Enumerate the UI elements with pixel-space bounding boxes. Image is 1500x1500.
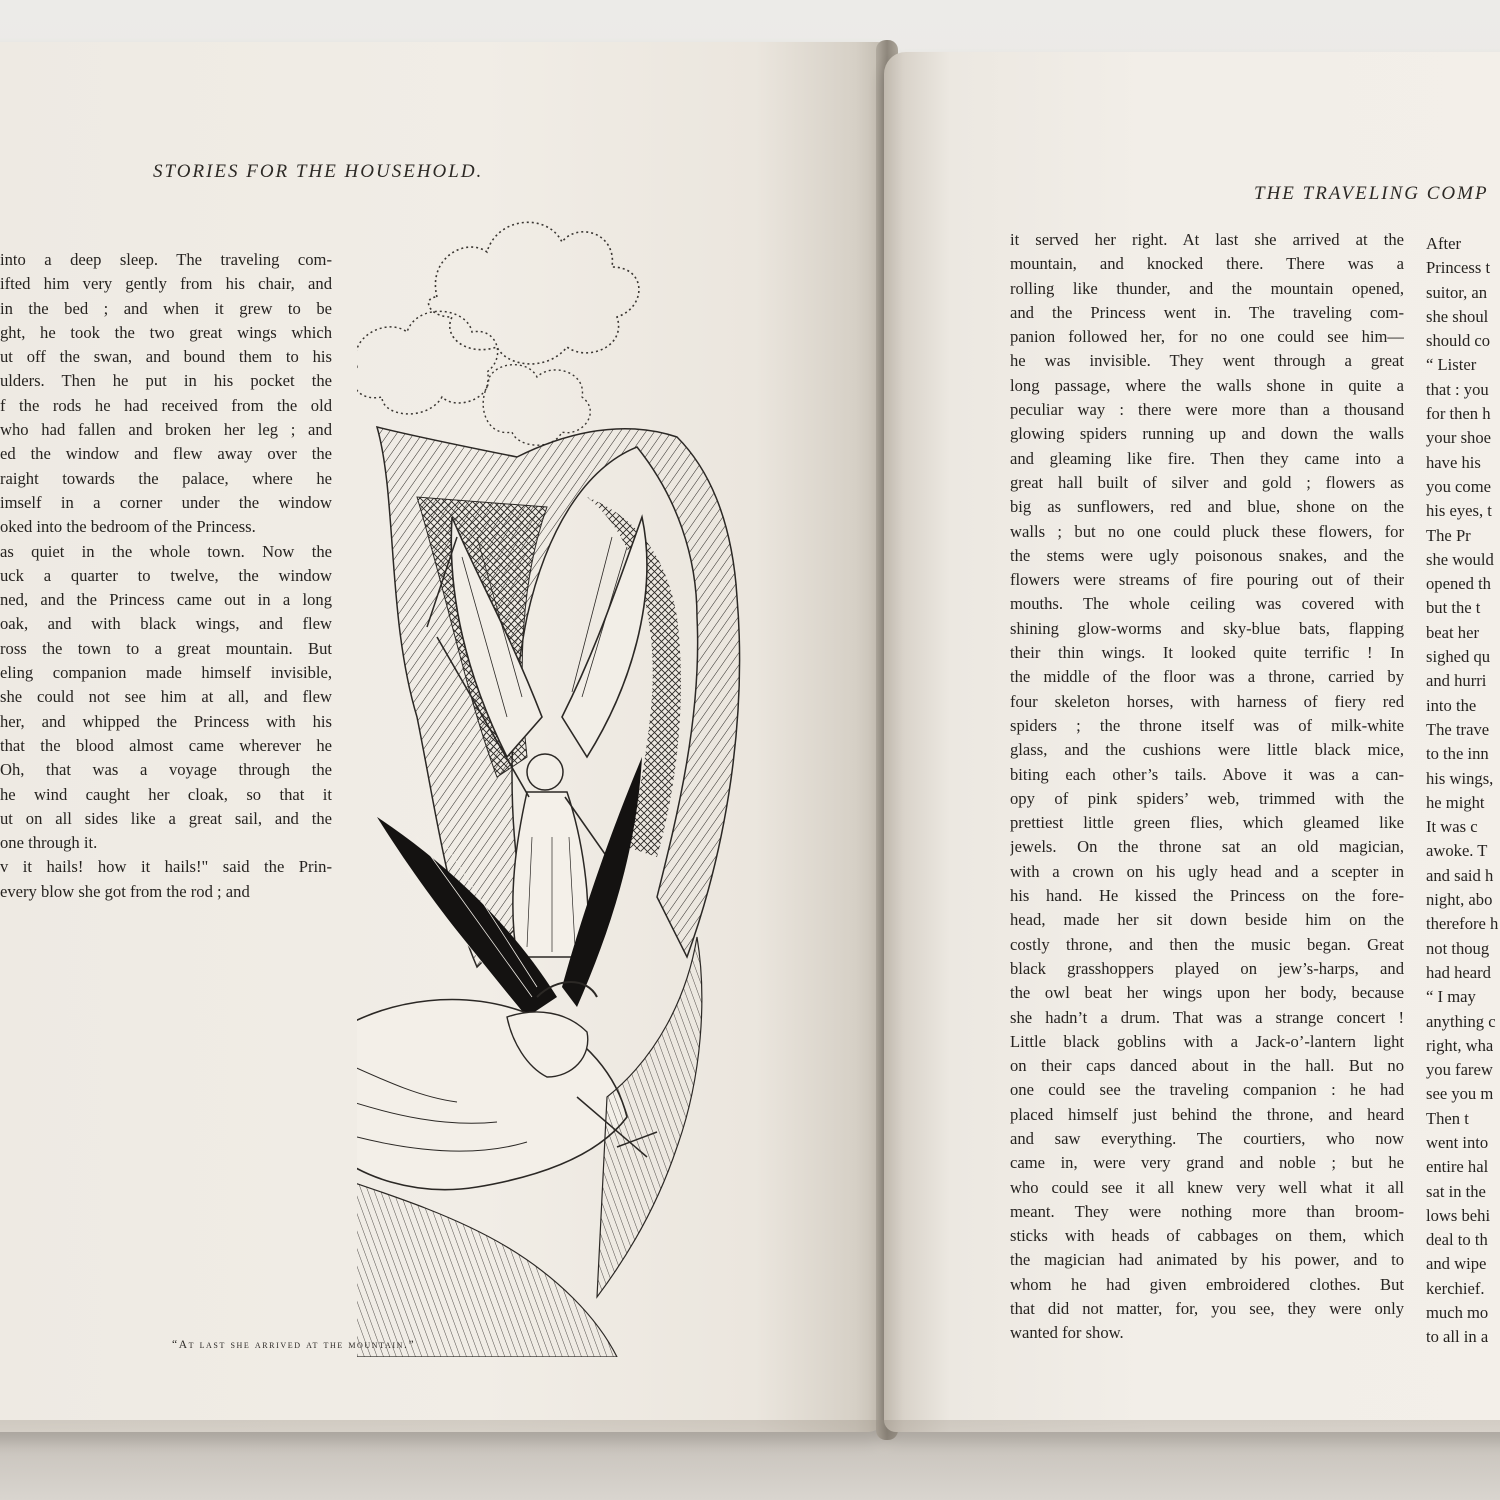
text-line: right, wha (1426, 1035, 1494, 1055)
text-line: should co (1426, 331, 1491, 351)
text-line: for then h (1426, 404, 1491, 424)
text-line: “ Lister (1426, 355, 1477, 375)
text-line: eling companion made himself invisible, (0, 663, 332, 683)
text-line: see you m (1426, 1084, 1494, 1104)
text-line: biting each other’s tails. Above it was a can- (1010, 764, 1404, 784)
text-line: and said h (1426, 865, 1494, 885)
text-line: and wipe (1426, 1254, 1487, 1274)
text-line: with a crown on his ugly head and a scepter in (1010, 861, 1404, 881)
text-line: whom he had given embroidered clothes. But (1010, 1274, 1404, 1294)
text-line: After (1426, 234, 1462, 253)
text-line: Oh, that was a voyage through the (0, 760, 332, 780)
text-line: have his (1426, 452, 1481, 472)
text-line: on their caps danced about in the hall. But no (1010, 1056, 1404, 1076)
text-line: deal to th (1426, 1230, 1488, 1250)
text-line: The trave (1426, 719, 1490, 739)
angel-and-princess-illustration (357, 197, 757, 1357)
text-line: ross the town to a great mountain. But (0, 638, 332, 658)
text-line: ght, he took the two great wings which (0, 322, 332, 342)
text-line: placed himself just behind the throne, and heard (1010, 1104, 1404, 1124)
text-line: spiders ; the throne itself was of milk-white (1010, 715, 1404, 735)
text-line: rolling like thunder, and the mountain opened, (1010, 278, 1404, 298)
left-page (0, 42, 892, 1432)
text-line: but the t (1426, 598, 1481, 618)
text-line: and saw everything. The courtiers, who now (1010, 1128, 1404, 1148)
text-line: sticks with heads of cabbages on them, which (1010, 1226, 1404, 1246)
text-line: jewels. On the throne sat an old magician, (1010, 837, 1404, 857)
text-line: into a deep sleep. The traveling com- (0, 250, 332, 269)
text-line: one could see the traveling companion : he had (1010, 1080, 1404, 1100)
text-line: it served her right. At last she arrived at the (1010, 230, 1404, 249)
text-line: his hand. He kissed the Princess on the fore- (1010, 886, 1404, 906)
text-line: raight towards the palace, where he (0, 468, 332, 488)
text-line: f the rods he had received from the old (0, 395, 332, 415)
text-line: meant. They were nothing more than broom- (1010, 1201, 1404, 1221)
text-line: black grasshoppers played on jew’s-harps, and (1010, 958, 1404, 978)
text-line: ut on all sides like a great sail, and the (0, 808, 332, 828)
text-line: ut off the swan, and bound them to his (0, 347, 332, 367)
text-line: costly throne, and then the music began. Great (1010, 934, 1404, 954)
text-line: Princess t (1426, 258, 1491, 278)
text-line: he might (1426, 792, 1485, 812)
text-line: glowing spiders running up and down the walls (1010, 424, 1404, 444)
text-line: you farew (1426, 1060, 1493, 1080)
text-line: uck a quarter to twelve, the window (0, 565, 332, 585)
text-line: walls ; but no one could pluck these flowers, for (1010, 521, 1404, 541)
text-line: not thoug (1426, 938, 1490, 958)
text-line: entire hal (1426, 1157, 1489, 1177)
text-line: night, abo (1426, 890, 1493, 910)
text-line: to all in a (1426, 1327, 1489, 1347)
text-line: head, made her sit down beside him on the (1010, 910, 1404, 930)
text-line: who could see it all knew very well what it all (1010, 1177, 1404, 1197)
text-line: lows behi (1426, 1205, 1491, 1225)
text-line: The Pr (1426, 525, 1471, 545)
text-line: and gleaming like fire. Then they came into a (1010, 448, 1404, 468)
text-line: anything c (1426, 1011, 1496, 1031)
text-line: ed the window and flew away over the (0, 444, 332, 464)
text-line: the stems were ugly poisonous snakes, and the (1010, 545, 1404, 565)
text-line: ned, and the Princess came out in a long (0, 590, 332, 610)
text-line: that : you (1426, 379, 1489, 399)
text-line: suitor, an (1426, 282, 1488, 302)
text-line: the magician had animated by his power, and to (1010, 1250, 1404, 1270)
text-line: imself in a corner under the window (0, 492, 332, 512)
text-line: that the blood almost came wherever he (0, 735, 332, 755)
text-line: into the (1426, 695, 1477, 715)
page-shadow (0, 1420, 1500, 1500)
text-line: Little black goblins with a Jack-o’-lantern light (1010, 1031, 1404, 1051)
text-line: every blow she got from the rod ; and (0, 881, 250, 901)
text-line: kerchief. (1426, 1278, 1485, 1298)
text-line: who had fallen and broken her leg ; and (0, 420, 332, 440)
text-line: went into (1426, 1132, 1489, 1152)
text-line: Then t (1426, 1108, 1469, 1128)
text-line: that did not matter, for, you see, they were only (1010, 1299, 1404, 1319)
text-line: prettiest little green flies, which gleamed like (1010, 813, 1404, 833)
text-line: ulders. Then he put in his pocket the (0, 371, 332, 391)
text-line: his eyes, t (1426, 501, 1492, 521)
text-line: panion followed her, for no one could see him— (1010, 327, 1404, 347)
text-line: oked into the bedroom of the Princess. (0, 517, 256, 537)
text-line: much mo (1426, 1303, 1489, 1323)
text-line: wanted for show. (1010, 1323, 1124, 1343)
text-line: she could not see him at all, and flew (0, 687, 332, 707)
text-line: mouths. The whole ceiling was covered with (1010, 594, 1404, 614)
text-line: you come (1426, 476, 1491, 496)
text-line: and hurri (1426, 671, 1487, 691)
left-running-head: STORIES FOR THE HOUSEHOLD. (153, 161, 484, 182)
text-line: his wings, (1426, 768, 1494, 788)
text-line: your shoe (1426, 428, 1491, 448)
text-line: beat her (1426, 622, 1479, 642)
text-line: their thin wings. It looked quite terrific ! In (1010, 643, 1404, 663)
text-line: and the Princess went in. The traveling com- (1010, 302, 1404, 322)
text-line: as quiet in the whole town. Now the (0, 541, 332, 561)
text-line: to the inn (1426, 744, 1489, 764)
text-line: mountain, and knocked there. There was a (1010, 254, 1404, 274)
text-line: long passage, where the walls shone in quite a (1010, 375, 1404, 395)
text-line: opened th (1426, 574, 1491, 594)
text-line: oak, and with black wings, and flew (0, 614, 332, 634)
text-line: glass, and the cushions were little black mice, (1010, 740, 1404, 760)
text-line: peculiar way : there were more than a thousand (1010, 400, 1404, 420)
text-line: she would (1426, 549, 1494, 569)
text-line: sat in the (1426, 1181, 1486, 1201)
text-line: had heard (1426, 962, 1491, 982)
text-line: flowers were streams of fire pouring out of their (1010, 570, 1404, 590)
text-line: the owl beat her wings upon her body, because (1010, 983, 1404, 1003)
text-line: one through it. (0, 833, 98, 853)
text-line: he wind caught her cloak, so that it (0, 784, 332, 804)
text-line: she shoul (1426, 306, 1489, 326)
right-running-head: THE TRAVELING COMP (1254, 183, 1489, 204)
text-line: great hall built of silver and gold ; flowers as (1010, 472, 1404, 492)
text-line: four skeleton horses, with harness of fiery red (1010, 691, 1404, 711)
text-line: came in, were very grand and noble ; but he (1010, 1153, 1404, 1173)
text-line: opy of pink spiders’ web, trimmed with the (1010, 788, 1404, 808)
text-line: It was c (1426, 817, 1478, 837)
text-line: in the bed ; and when it grew to be (0, 298, 332, 318)
left-text-column (0, 248, 332, 904)
right-page (884, 52, 1500, 1432)
text-line: “ I may (1426, 987, 1476, 1007)
text-line: her, and whipped the Princess with his (0, 711, 332, 731)
text-line: therefore h (1426, 914, 1499, 934)
illustration-caption: “At last she arrived at the mountain.” (172, 1339, 416, 1351)
text-line: big as sunflowers, red and blue, shone on the (1010, 497, 1404, 517)
text-line: awoke. T (1426, 841, 1488, 861)
text-line: shining glow-worms and sky-blue bats, flapping (1010, 618, 1404, 638)
text-line: v it hails! how it hails!" said the Prin- (0, 857, 332, 877)
text-line: she hadn’t a drum. That was a strange concert ! (1010, 1007, 1404, 1027)
text-line: he was invisible. They went through a great (1010, 351, 1404, 371)
text-line: the middle of the floor was a throne, carried by (1010, 667, 1404, 687)
right-edge-column (1426, 232, 1500, 1350)
text-line: sighed qu (1426, 647, 1491, 667)
right-main-column (1010, 228, 1404, 1346)
text-line: ifted him very gently from his chair, and (0, 274, 332, 294)
